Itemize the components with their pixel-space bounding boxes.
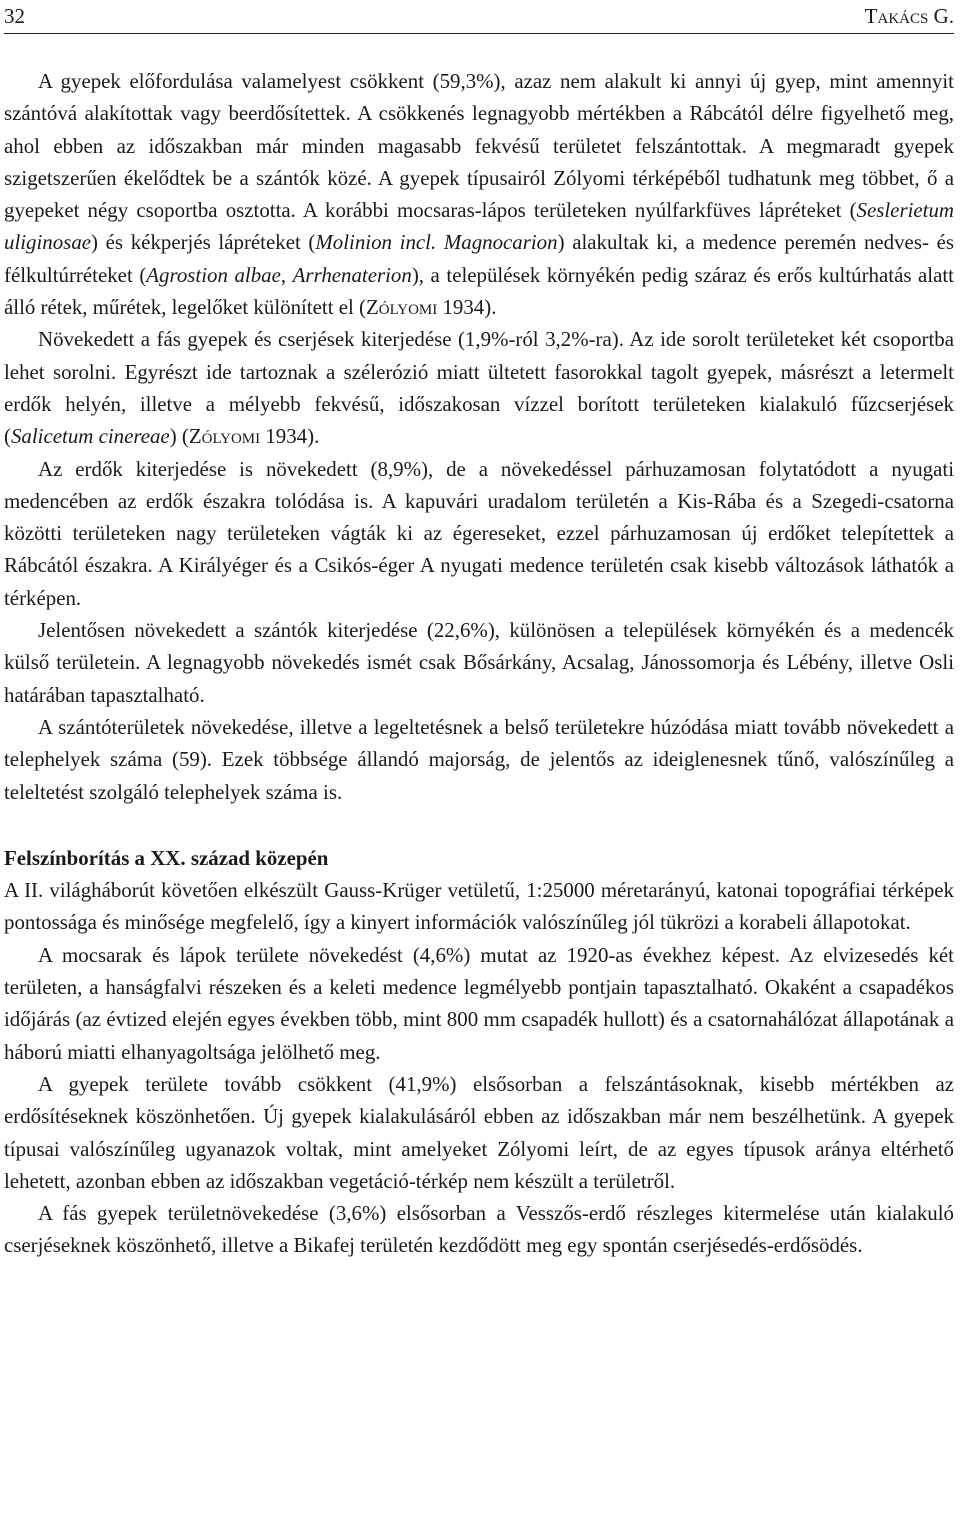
paragraph: A gyepek területe tovább csökkent (41,9%) elsősorban a felszántásoknak, kisebb mértékben az erdősítéseknek köszönhetően. Új gyepek kialakulásáról ebben az időszakban már nem beszélhetünk. A gyepek típusai valószínűleg ugyanazok voltak, mint amelyeket Zólyomi leírt, de az egyes típusok aránya eltérhető lehetett, azonban ebben az időszakban vegetáció-térkép nem készült a területről. [4, 1071, 954, 1193]
paragraph: A gyepek előfordulása valamelyest csökkent (59,3%), azaz nem alakult ki annyi új gyep, mint amennyit szántóvá alakítottak vagy beerdősítettek. A csökkenés legnagyobb mértékben a Rábcától délre figyelhető meg, ahol ebben az időszakban már minden magasabb fekvésű területet felszántottak. A megmaradt gyepek szigetszerűen ékelődtek be a szántók közé. A gyepek típusairól Zólyomi térképéből tudhatunk meg többet, ő a gyepeket négy csoportba osztotta. A korábbi mocsaras-lápos területeken nyúlfarkfüves lápréteket (Seslerietum uliginosae) és kékperjés lápréteket (Molinion incl. Magnocarion) alakultak ki, a medence peremén nedves- és félkultúrréteket (Agrostion albae, Arrhenaterion), a települések környékén pedig száraz és erős kultúrhatás alatt álló rétek, műrétek, legelőket különített el (Zólyomi 1934). [4, 69, 954, 320]
paragraph: A szántóterületek növekedése, illetve a legeltetésnek a belső területekre húzódása miatt tovább növekedett a telephelyek száma (59). Ezek többsége állandó majorság, de jelentős az ideiglenesnek tűnő, valószínűleg a teleltetést szolgáló telephelyek száma is. [4, 714, 954, 804]
paragraph: A II. világháborút követően elkészült Gauss-Krüger vetületű, 1:25000 méretarányú, katonai topográfiai térképek pontossága és minősége megfelelő, így a kinyert információk valószínűleg jól tükrözi a korabeli állapotokat. [4, 878, 954, 935]
paragraph: Az erdők kiterjedése is növekedett (8,9%), de a növekedéssel párhuzamosan folytatódott a nyugati medencében az erdők északra tolódása is. A kapuvári uradalom területén a Kis-Rába és a Szegedi-csatorna közötti területeken nagy területeken vágták ki az égereseket, ezzel párhuzamosan új erdőket telepítettek a Rábcától északra. A Királyéger és a Csikós-éger A nyugati medence területén csak kisebb változások láthatók a térképen. [4, 456, 954, 610]
page [4, 0, 954, 1262]
page-number: 32 [4, 4, 25, 28]
body-text [4, 65, 954, 1262]
paragraph: Növekedett a fás gyepek és cserjések kiterjedése (1,9%-ról 3,2%-ra). Az ide sorolt területeket két csoportba lehet sorolni. Egyrészt ide tartoznak a szélerózió miatt ültetett fasorokkal tagolt gyepek, másrészt a letermelt erdők helyén, illetve a mélyebb fekvésű, időszakosan vízzel borított területeken kialakuló fűzcserjések (Salicetum cinereae) (Zólyomi 1934). [4, 327, 954, 449]
paragraph: A fás gyepek területnövekedése (3,6%) elsősorban a Vesszős-erdő részleges kitermelése után kialakuló cserjéseknek köszönhető, illetve a Bikafej területén kezdődött meg egy spontán cserjésedés-erdősödés. [4, 1201, 954, 1258]
running-header [4, 0, 954, 34]
paragraph: A mocsarak és lápok területe növekedést (4,6%) mutat az 1920-as évekhez képest. Az elvizesedés két területen, a hanságfalvi részeken és a keleti medence legmélyebb pontjain tapasztalható. Okaként a csapadékos időjárás (az évtized elején egyes években több, mint 800 mm csapadék hullott) és a csatornahálózat állapotának a háború miatti elhanyagoltsága jelölhető meg. [4, 942, 954, 1064]
running-author: Takács G. [864, 4, 954, 28]
paragraph: Jelentősen növekedett a szántók kiterjedése (22,6%), különösen a települések környékén és a medencék külső területein. A legnagyobb növekedés ismét csak Bősárkány, Acsalag, Jánossomorja és Lébény, illetve Osli határában tapasztalható. [4, 618, 954, 707]
section-heading: Felszínborítás a XX. század közepén [4, 845, 329, 870]
